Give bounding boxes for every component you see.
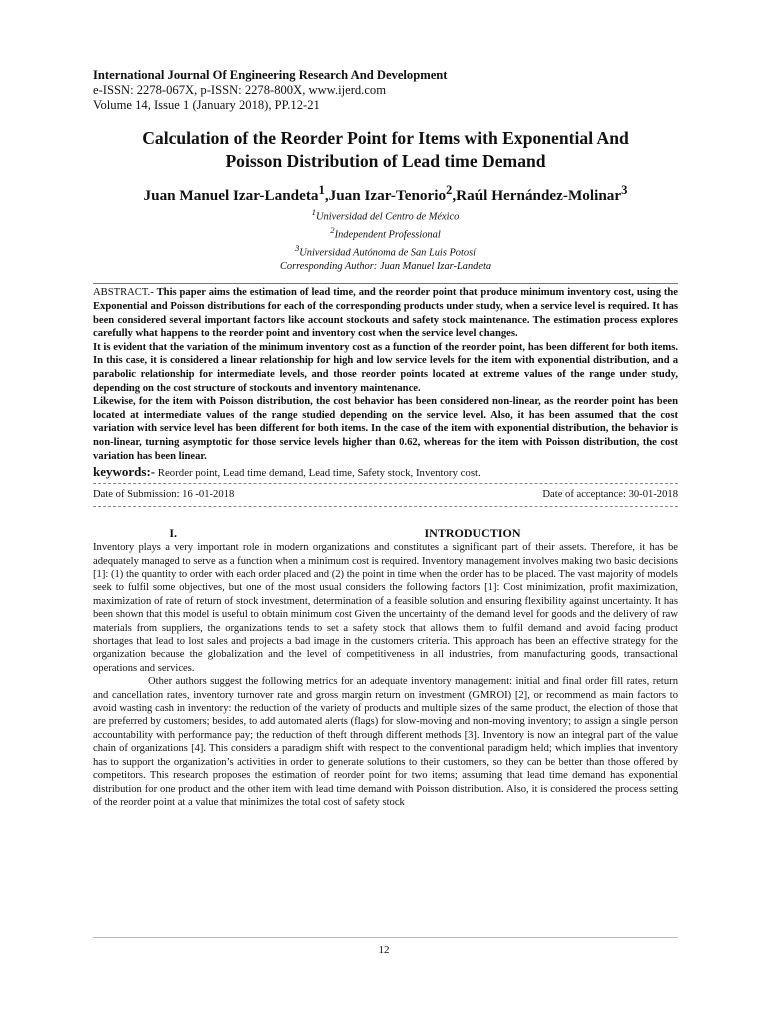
abstract (93, 286, 678, 463)
dates-row (93, 484, 678, 506)
author-sup: 2 (446, 183, 453, 197)
abstract-label: ABSTRACT.- (93, 287, 157, 299)
section-heading (93, 526, 678, 541)
section-number: I. (169, 526, 177, 541)
affiliation-text: Universidad Autónoma de San Luis Potosí (299, 247, 477, 259)
footer-rule (93, 937, 678, 938)
section-title: INTRODUCTION (424, 526, 521, 541)
author-sup: 3 (621, 183, 628, 197)
keywords (93, 464, 678, 481)
affiliation-sup: 2 (330, 225, 335, 236)
corresponding-author: Corresponding Author: Juan Manuel Izar-Landeta (279, 260, 492, 272)
abstract-top-rule (93, 283, 678, 284)
body-paragraph: Other authors suggest the following metrics for an adequate inventory management: initial and final order fill rates, return and cancellation rates, inventory turnover rate and gross margin return on investment (GMROI) [2], or recommend as main factors to avoid wasting cash in inventory: the reduction of the variety of products and multiple sizes of the same product, the election of those that are preferred by customers; besides, to add automated alerts (flags) for slow-moving and non-moving inventory; to assign a single person accountability with performance pay; the reduction of theft through different methods [3]. Inventory is now an integral part of the value chain of organizations [4]. This considers a paradigm shift with respect to the conventional paradigm held; which implies that inventory has to support the organization’s activities in order to generate solutions to their customers, so they can be better than those offered by competitors. This research proposes the estimation of reorder point for two items; assuming that lead time demand has exponential distribution for one product and the other item with lead time demand with Poisson distribution. Also, it is considered the process setting of the reorder point at a value that minimizes the total cost of safety stock (93, 676, 678, 808)
affiliation-sup: 3 (294, 243, 300, 253)
affiliations (93, 206, 678, 273)
paper-title (93, 127, 678, 173)
body-paragraph: Inventory plays a very important role in modern organizations and constitutes a significant part of their assets. Therefore, it has be adequately managed to serve as a function when a minimum cost is required. Inventory management involves making two basic decisions [1]: (1) the quantity to order with each order placed and (2) the point in time when the order has to be placed. The vast majority of models seek to fulfil some objectives, but one of the most usual considers the following factors [1]: Cost minimization, profit maximization, maximization of rate of return of stock investment, determination of a feasible solution and ensuring flexibility against uncertainty. It has been shown that this model is useful to obtain minimum cost Given the uncertainty of the demand level for goods and the delivery of raw materials from suppliers, the organizations tends to set a safety stock that allows them to fulfil demand and avoid facing product shortages that lead to lost sales and projects a bad image in the customers criteria. This approach has been an effective strategy for the organization because the globalization and the level of competitiveness in all industries, from manufacturing goods, transactional operations and services. (93, 542, 678, 674)
page-number: 12 (378, 944, 390, 956)
abstract-paragraph (93, 286, 678, 340)
affiliation-text: Independent Professional (334, 229, 441, 241)
journal-issn: e-ISSN: 2278-067X, p-ISSN: 2278-800X, www.ijerd.com (93, 83, 387, 97)
author-list: Juan Manuel Izar-Landeta$^1$,Juan Izar-Tenorio$^2$,Raúl Hernández-Molinar$^3$ (143, 183, 628, 205)
affiliation (93, 224, 678, 242)
abstract-paragraph (93, 341, 678, 395)
body-text (93, 541, 678, 809)
submission-date: Date of Submission: 16 -01-2018 (93, 489, 235, 501)
abstract-paragraph (93, 395, 678, 463)
journal-volume: Volume 14, Issue 1 (January 2018), PP.12-21 (93, 98, 320, 112)
keywords-text: Reorder point, Lead time demand, Lead time, Safety stock, Inventory cost. (155, 467, 481, 480)
dashed-divider (93, 506, 678, 507)
author-sup: 1 (318, 183, 325, 197)
author-name: Raúl Hernández-Molinar (456, 187, 622, 205)
affiliation-text: Universidad del Centro de México (316, 211, 460, 223)
abstract-text: Likewise, for the item with Poisson distribution, the cost behavior has been considered non-linear, as the reorder point has been located at intermediate values of the range studied depending on the service level. Also, it has been assumed that the cost variation with service level has been different for both items. In the case of the item with exponential distribution, the behavior is non-linear, turning asymptotic for those service levels higher than 0.62, whereas for the item with Poisson distribution, the cost variation has been linear. (93, 396, 678, 462)
title-line-1: Calculation of the Reorder Point for Items with Exponential And (142, 128, 629, 148)
author-name: Juan Manuel Izar-Landeta (143, 187, 319, 205)
title-line-2: Poisson Distribution of Lead time Demand (225, 151, 546, 171)
journal-name: International Journal Of Engineering Research And Development (93, 68, 448, 82)
abstract-text: It is evident that the variation of the minimum inventory cost as a function of the reorder point, has been different for both items. In this case, it is considered a linear relationship for high and low service levels for the item with exponential distribution, and a parabolic relationship for intermediate levels, and those reorder points located at extreme values of the range under study, depending on the cost structure of stockouts and inventory maintenance. (93, 341, 678, 394)
affiliation (93, 242, 678, 260)
affiliation (93, 206, 678, 224)
journal-header (93, 0, 678, 113)
acceptance-date: Date of acceptance: 30-01-2018 (542, 489, 678, 501)
abstract-text: This paper aims the estimation of lead time, and the reorder point that produce minimum inventory cost, using the Exponential and Poisson distributions for each of the corresponding products under study, when a service level is required. It has been considered several important factors like account stockouts and safety stock maintenance. The estimation process explores carefully what happens to the reorder point and inventory cost when the service level changes. (93, 287, 678, 340)
affiliation-sup: 1 (311, 207, 316, 218)
author-name: Juan Izar-Tenorio (328, 187, 447, 205)
keywords-label: keywords:- (93, 464, 156, 480)
